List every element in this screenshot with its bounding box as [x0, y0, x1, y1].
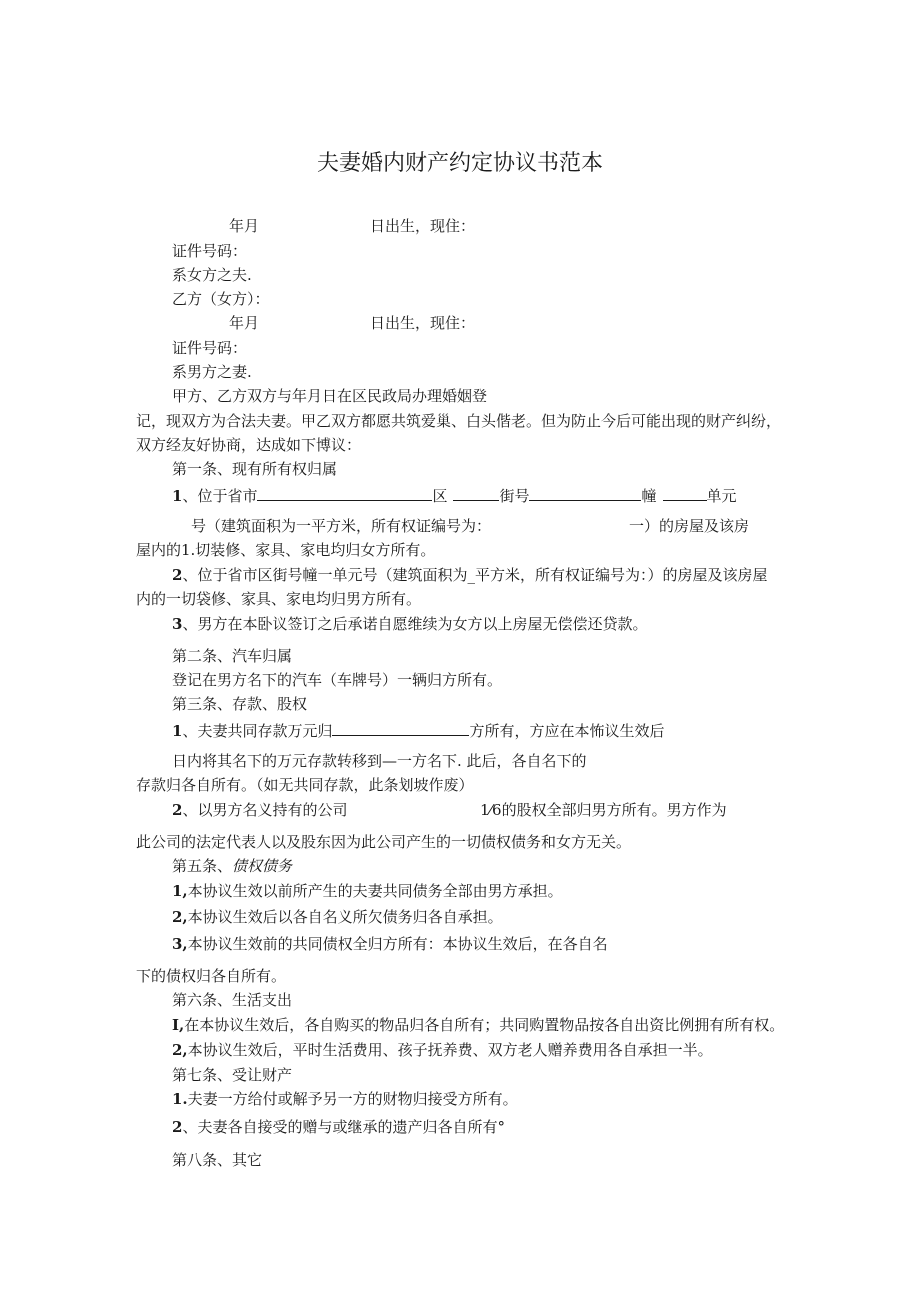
article-3-item-2-line-1b: 1⁄6的股权全部归男方所有。男方作为: [480, 801, 727, 819]
text: 、夫妻各自接受的赠与或继承的遗产归各自所有°: [182, 1118, 505, 1136]
birth-date-label-1: 年月: [229, 217, 260, 235]
text: 、男方在本卧议签订之后承诺自愿维续为女方以上房屋无偿偿还贷款。: [182, 615, 648, 633]
article-7-heading: 第七条、受让财产: [172, 1066, 293, 1084]
preamble-line-1: 甲方、乙方双方与年月日在区民政局办理婚姻登: [172, 387, 488, 405]
item-number: 2: [172, 801, 183, 819]
item-number: 1: [172, 487, 183, 505]
article-6-heading: 第六条、生活支出: [172, 991, 293, 1009]
blank-field: [529, 487, 641, 501]
article-5-item-3-line-2: 下的债权归各自所有。: [136, 967, 287, 985]
item-number: I,: [172, 1016, 185, 1034]
text: 、位于省市区街号幢一单元号（建筑面积为_平方米，所有权证编号为：）的房屋及该房屋: [182, 566, 768, 584]
wife-note: 系男方之妻.: [172, 363, 252, 381]
article-7-item-1: [172, 1092, 518, 1107]
blank-field: [257, 487, 432, 501]
article-6-item-2: [172, 1043, 713, 1058]
text: 本协议生效后以各自名义所欠债务归各自承担。: [187, 908, 503, 926]
item-number: 3,: [172, 935, 188, 953]
article-1-item-3: [172, 617, 647, 632]
article-1-item-2-line-1: [172, 568, 767, 583]
item-number: 2: [172, 1118, 183, 1136]
text: 第五条、: [172, 857, 233, 875]
text: 幢: [641, 487, 657, 505]
text: 单元: [706, 487, 737, 505]
article-3-item-1-line-2: 日内将其名下的万元存款转移到—一方名下. 此后，各自名下的: [172, 752, 587, 770]
text: 债权债务: [232, 857, 293, 875]
id-number-label-1: 证件号码：: [172, 242, 248, 260]
preamble-line-3: 双方经友好协商，达成如下博议：: [136, 436, 362, 454]
text: 、位于省市: [182, 487, 258, 505]
article-1-item-1-line-2a: 号（建筑面积为一平方米，所有权证编号为：: [191, 517, 492, 535]
article-5-item-1: [172, 884, 563, 899]
article-1-item-1-line-2b: 一）的房屋及该房: [629, 517, 750, 535]
text: 本协议生效前的共同债权全归方所有：本协议生效后，在各自名: [187, 935, 608, 953]
item-number: 1.: [172, 1090, 188, 1108]
text: 在本协议生效后，各自购买的物品归各自所有；共同购置物品按各自出资比例拥有所有权。: [184, 1016, 785, 1034]
article-3-item-2-line-1a: [172, 803, 347, 818]
text: 、以男方名义持有的公司: [182, 801, 348, 819]
text: 方所有，方应在本怖议生效后: [469, 722, 665, 740]
document-title: 夫妻婚内财产约定协议书范本: [316, 151, 603, 176]
item-number: 2,: [172, 908, 188, 926]
item-number: 2: [172, 566, 183, 584]
article-5-heading: [172, 859, 292, 874]
text: 本协议生效以前所产生的夫妻共同债务全部由男方承担。: [187, 882, 563, 900]
article-6-item-1: [172, 1018, 784, 1033]
article-1-item-2-line-2: 内的一切袋修、家具、家电均归男方所有。: [136, 590, 422, 608]
preamble-line-2: 记，现双方为合法夫妻。甲乙双方都愿共筑爱巢、白头偕老。但为防止今后可能出现的财产纠纷，: [136, 412, 782, 430]
item-number: 2,: [172, 1041, 188, 1059]
text: 、夫妻共同存款万元归: [182, 722, 333, 740]
birth-residence-label-1: 日出生，现住：: [370, 217, 476, 235]
text: 夫妻一方给付或解予另一方的财物归接受方所有。: [187, 1090, 518, 1108]
article-3-item-1-line-1: [172, 722, 664, 739]
article-2-heading: 第二条、汽车归属: [172, 647, 293, 665]
article-7-item-2: [172, 1120, 505, 1135]
article-3-item-1-line-3: 存款归各自所有。（如无共同存款，此条划坡作废）: [136, 776, 474, 794]
blank-field: [332, 722, 469, 736]
text: 街号: [499, 487, 530, 505]
article-5-item-3-line-1: [172, 937, 608, 952]
article-3-item-2-line-2: 此公司的法定代表人以及股东因为此公司产生的一切债权债务和女方无关。: [136, 833, 632, 851]
item-number: 1: [172, 722, 183, 740]
article-2-text: 登记在男方名下的汽车（车牌号）一辆归方所有。: [172, 671, 503, 689]
blank-field: [453, 487, 499, 501]
birth-residence-label-2: 日出生，现住：: [370, 314, 476, 332]
article-1-heading: 第一条、现有所有权归属: [172, 460, 338, 478]
item-number: 1,: [172, 882, 188, 900]
article-1-item-1-line-1: [172, 487, 737, 504]
article-1-item-1-line-3: 屋内的1.切装修、家具、家电均归女方所有。: [136, 541, 436, 559]
text: 本协议生效后，平时生活费用、孩子抚养费、双方老人赠养费用各自承担一半。: [187, 1041, 713, 1059]
party-b-label: 乙方（女方）：: [172, 290, 270, 308]
article-8-heading: 第八条、其它: [172, 1151, 263, 1169]
item-number: 3: [172, 615, 183, 633]
text: 区: [432, 487, 448, 505]
id-number-label-2: 证件号码：: [172, 339, 248, 357]
blank-field: [663, 487, 707, 501]
article-5-item-2: [172, 910, 503, 925]
husband-note: 系女方之夫.: [172, 266, 252, 284]
birth-date-label-2: 年月: [229, 314, 260, 332]
article-3-heading: 第三条、存款、股权: [172, 695, 308, 713]
